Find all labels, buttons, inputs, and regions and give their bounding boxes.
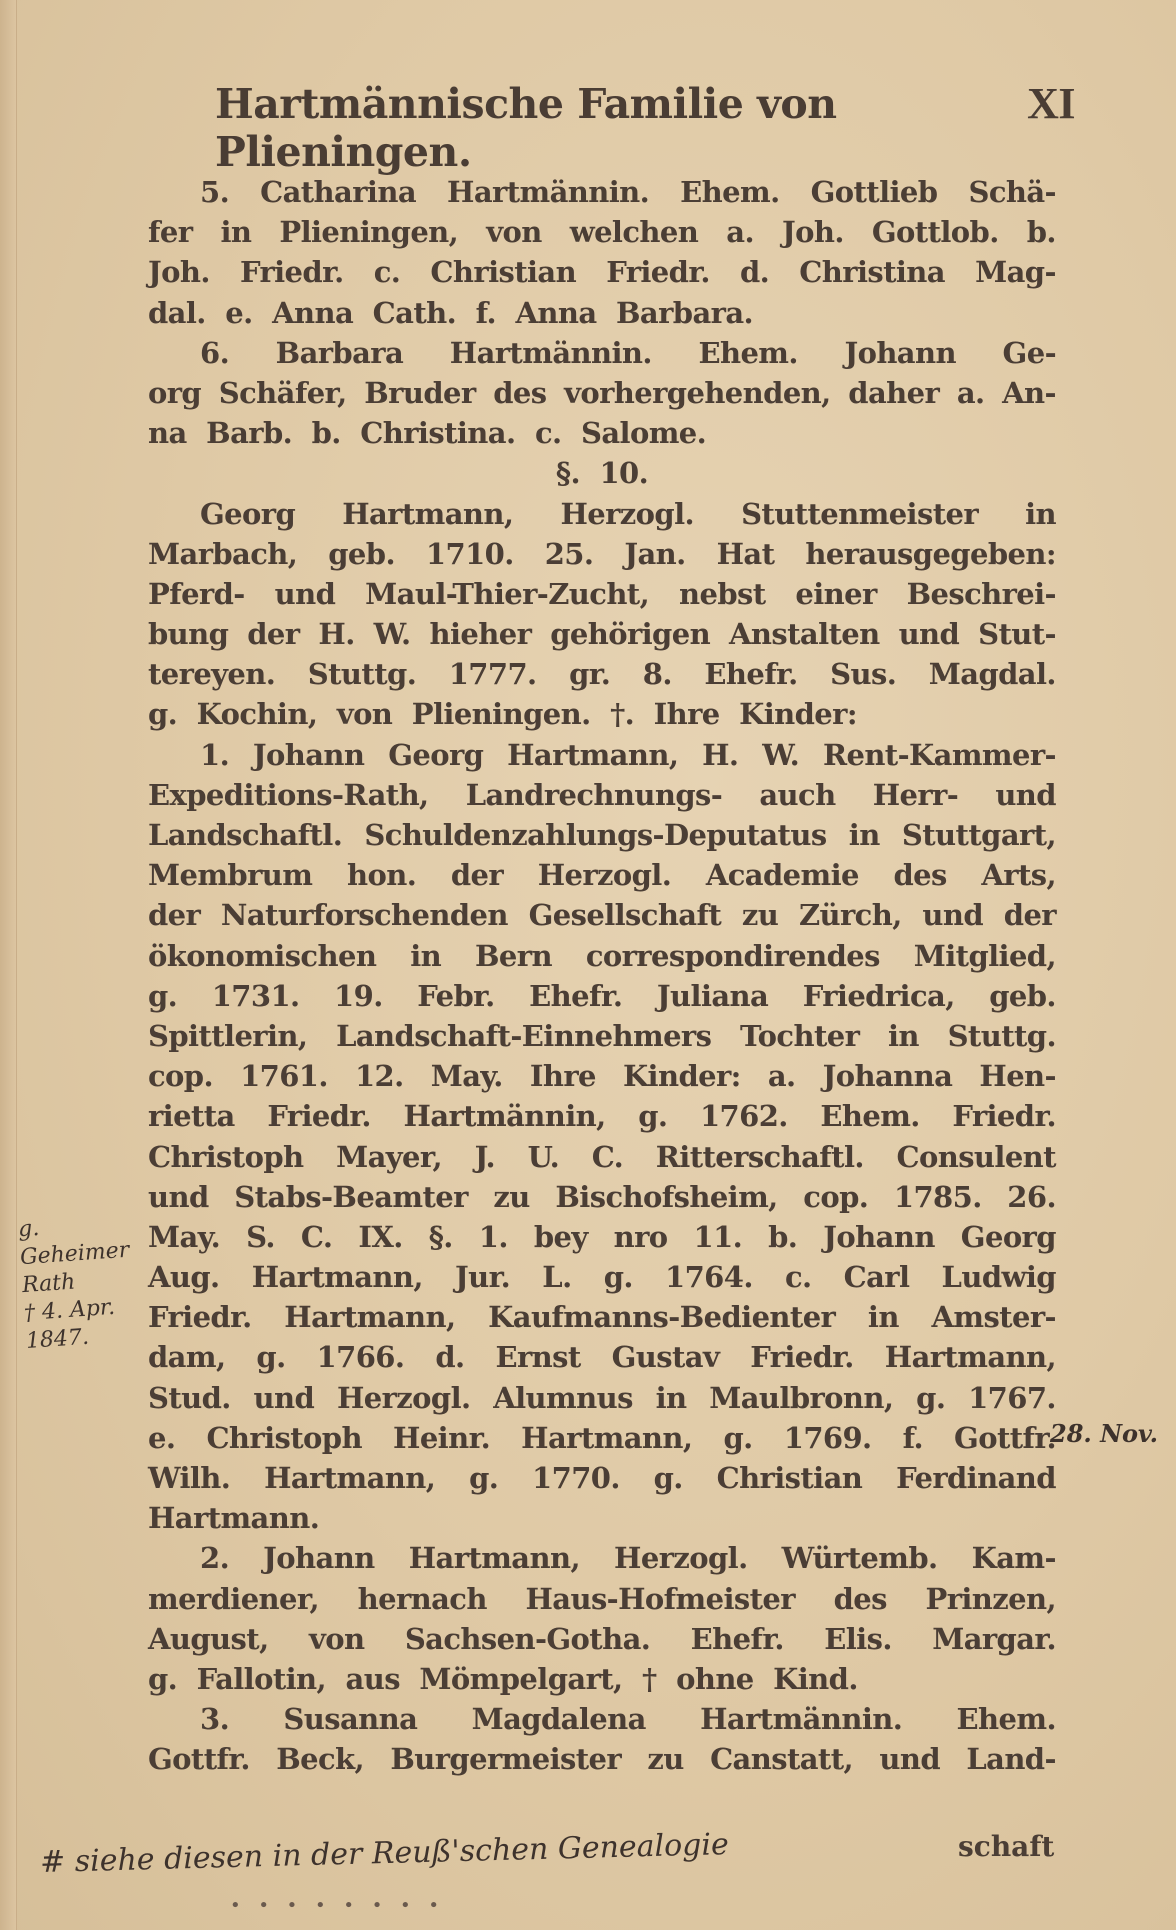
- word: Georg: [388, 737, 484, 772]
- word: Beschrei-: [906, 576, 1056, 611]
- word: Barbara: [275, 335, 404, 370]
- word: und: [898, 617, 960, 652]
- word: Hartmann,: [507, 737, 679, 772]
- text-line: [148, 1418, 1056, 1458]
- word: August,: [148, 1621, 269, 1656]
- word: Alumnus: [493, 1380, 633, 1415]
- word: einer: [795, 576, 877, 611]
- word: rietta: [148, 1099, 235, 1134]
- text-line: [148, 614, 1056, 654]
- text-line: [148, 1458, 1056, 1498]
- word: des: [493, 375, 547, 410]
- word: Margar.: [932, 1621, 1056, 1656]
- word: Johann: [823, 1219, 935, 1254]
- text-line: [148, 1217, 1056, 1257]
- word: Hartmann,: [521, 1420, 693, 1455]
- word: herausgegeben:: [805, 536, 1056, 571]
- text-line: [148, 1337, 1056, 1377]
- word: a.: [767, 1059, 796, 1094]
- word: Ehem.: [698, 335, 798, 370]
- word: 8.: [642, 657, 672, 692]
- word: Christian: [716, 1461, 863, 1495]
- word: Friedr.: [239, 255, 344, 290]
- word: a.: [726, 215, 754, 250]
- word: g.: [638, 1099, 668, 1134]
- word: g.: [148, 978, 178, 1013]
- handwritten-footnote: # siehe diesen in der Reuß'schen Genealogie: [39, 1826, 730, 1881]
- text-line: [148, 1177, 1056, 1217]
- word: b.: [768, 1219, 798, 1254]
- word: welchen: [569, 215, 699, 250]
- word: Hartmännin.: [700, 1702, 903, 1737]
- word: Christian: [430, 255, 577, 290]
- word: 11.: [693, 1219, 743, 1254]
- word: H.: [702, 737, 739, 772]
- word: Stuttgart,: [901, 818, 1056, 852]
- word: Friedr.: [267, 1099, 371, 1134]
- word: Gesellschaft: [528, 898, 722, 933]
- text-line: [148, 1739, 1056, 1779]
- text-line: [148, 1699, 1056, 1739]
- word: Spittlerin,: [148, 1018, 308, 1053]
- word: 1.: [478, 1219, 508, 1254]
- word: Heinr.: [393, 1420, 491, 1455]
- word: Consulent: [896, 1139, 1056, 1174]
- word: hon.: [347, 858, 417, 893]
- word: Expeditions-Rath,: [148, 777, 429, 812]
- word: Landschaftl.: [148, 818, 343, 852]
- word: 1764.: [665, 1260, 753, 1295]
- margin-note-line: 1847.: [25, 1324, 90, 1355]
- word: W.: [762, 737, 800, 772]
- word: f.: [902, 1420, 923, 1455]
- word: g.: [916, 1380, 946, 1415]
- word: An-: [1002, 375, 1056, 410]
- word: Mitglied,: [913, 938, 1056, 973]
- word: 12.: [354, 1059, 404, 1094]
- word: a.: [956, 375, 985, 410]
- text-line: [148, 775, 1056, 815]
- word: Jur.: [455, 1260, 511, 1295]
- word: e.: [148, 1420, 176, 1455]
- word: Herr-: [872, 777, 959, 812]
- word: Zürch,: [798, 898, 902, 933]
- word: Friedr.: [148, 1300, 252, 1335]
- text-line: [148, 936, 1056, 976]
- word: 3.: [200, 1702, 230, 1737]
- word: Haus-Hofmeister: [525, 1581, 795, 1616]
- word: Bern: [475, 938, 552, 973]
- text-line: [148, 1257, 1056, 1297]
- word: in: [867, 1300, 899, 1335]
- handwritten-margin-note-right: 28. Nov.: [1050, 1419, 1158, 1448]
- word: Herzogl.: [560, 496, 694, 531]
- running-header: [215, 78, 1075, 176]
- word: Land-: [966, 1742, 1056, 1777]
- margin-note-line: g.: [17, 1215, 41, 1243]
- word: 26.: [1007, 1179, 1056, 1214]
- word: Stuttg.: [307, 657, 417, 692]
- word: Academie: [705, 858, 859, 893]
- word: Johann: [844, 335, 956, 370]
- word: Febr.: [417, 978, 495, 1013]
- word: g.: [653, 1461, 683, 1495]
- catchword: schaft: [958, 1830, 1055, 1863]
- line-text: Hartmann.: [148, 1501, 320, 1536]
- margin-note-line: Rath: [21, 1269, 77, 1299]
- word: Ihre: [529, 1059, 596, 1094]
- word: Ge-: [1002, 335, 1056, 370]
- word: Kinder:: [622, 1059, 741, 1094]
- word: Schuldenzahlungs-Deputatus: [364, 818, 827, 852]
- page-gutter-edge: [0, 0, 17, 1930]
- word: Gottfr.: [148, 1742, 250, 1777]
- word: Magdal.: [928, 657, 1056, 692]
- word: Mag-: [975, 255, 1056, 290]
- word: Hat: [716, 536, 775, 571]
- line-text: dal. e. Anna Cath. f. Anna Barbara.: [148, 295, 754, 330]
- word: Herzogl.: [336, 1380, 471, 1415]
- word: merdiener,: [148, 1581, 319, 1616]
- word: May.: [148, 1219, 221, 1254]
- word: nro: [613, 1219, 668, 1254]
- word: 1762.: [699, 1099, 788, 1134]
- word: Ehefr.: [690, 1621, 784, 1656]
- word: Sus.: [830, 657, 897, 692]
- word: Membrum: [148, 858, 313, 893]
- word: Catharina: [260, 175, 417, 209]
- text-line: [148, 694, 1056, 734]
- word: Susanna: [283, 1702, 418, 1737]
- word: d.: [739, 255, 770, 290]
- word: Anstalten: [728, 617, 880, 652]
- word: tereyen.: [148, 657, 276, 692]
- word: C.: [591, 1139, 624, 1174]
- text-line: [148, 654, 1056, 694]
- word: Johann: [252, 737, 365, 772]
- word: Jan.: [624, 536, 686, 571]
- word: zu: [493, 1179, 530, 1214]
- word: Kaufmanns-Bedienter: [488, 1300, 836, 1335]
- word: 1.: [200, 737, 230, 772]
- word: Würtemb.: [781, 1541, 938, 1576]
- word: Elis.: [824, 1621, 892, 1656]
- word: Bruder: [364, 375, 476, 410]
- word: Kam-: [971, 1541, 1056, 1576]
- line-text: §. 10.: [555, 456, 649, 491]
- word: 1766.: [316, 1340, 405, 1375]
- word: und: [995, 777, 1056, 812]
- word: Prinzen,: [925, 1581, 1056, 1616]
- word: des: [833, 1581, 887, 1616]
- text-line: [148, 1297, 1056, 1337]
- word: Plieningen,: [279, 215, 459, 250]
- word: Ehem.: [820, 1099, 920, 1134]
- word: Hartmann,: [408, 1541, 580, 1576]
- word: IX.: [358, 1219, 403, 1254]
- word: Carl: [843, 1260, 910, 1295]
- line-text: g. Kochin, von Plieningen. †. Ihre Kinder:: [148, 697, 857, 732]
- word: der: [1003, 898, 1056, 933]
- word: Beck,: [276, 1742, 365, 1777]
- word: in: [848, 818, 880, 852]
- word: Hen-: [979, 1059, 1056, 1094]
- word: Pferd-: [148, 576, 245, 611]
- word: Sachsen-Gotha.: [404, 1621, 651, 1656]
- word: hieher: [429, 617, 532, 652]
- word: 2.: [200, 1541, 230, 1576]
- text-line: [148, 453, 1056, 493]
- word: zu: [647, 1742, 684, 1777]
- word: Friedr.: [606, 255, 710, 290]
- word: Gustav: [611, 1340, 720, 1375]
- word: und: [922, 898, 984, 933]
- word: gr.: [569, 657, 611, 692]
- word: Ritterschaftl.: [655, 1139, 864, 1174]
- word: b.: [1026, 215, 1056, 250]
- word: S.: [246, 1219, 275, 1254]
- word: Hartmann,: [884, 1340, 1056, 1375]
- word: Hartmann,: [284, 1300, 456, 1335]
- word: Landschaft-Einnehmers: [336, 1018, 712, 1053]
- word: Ludwig: [941, 1260, 1056, 1295]
- word: 1710.: [425, 536, 514, 571]
- text-line: [148, 1538, 1056, 1578]
- word: Canstatt,: [710, 1742, 854, 1777]
- word: der: [148, 898, 201, 933]
- word: L.: [542, 1260, 572, 1295]
- word: J.: [474, 1139, 495, 1174]
- word: org: [148, 375, 202, 410]
- text-line: [148, 1378, 1056, 1418]
- word: der: [450, 858, 504, 893]
- word: Hartmännin,: [403, 1099, 606, 1134]
- word: 19.: [334, 978, 383, 1013]
- word: Gottfr.: [954, 1420, 1056, 1455]
- word: Hartmann,: [342, 496, 514, 531]
- word: Arts,: [981, 858, 1056, 893]
- text-line: [148, 333, 1056, 373]
- word: Johanna: [822, 1059, 953, 1094]
- word: nebst: [678, 576, 766, 611]
- text-line: [148, 574, 1056, 614]
- word: g.: [603, 1260, 633, 1295]
- text-line: [148, 373, 1056, 413]
- word: von: [308, 1621, 365, 1656]
- text-line: [148, 1498, 1056, 1538]
- word: §.: [428, 1219, 453, 1254]
- word: der: [247, 617, 300, 652]
- handwritten-margin-note-left: [17, 1208, 146, 1356]
- word: g.: [256, 1340, 286, 1375]
- word: in: [655, 1380, 687, 1415]
- word: Stud.: [148, 1380, 231, 1415]
- word: in: [1025, 496, 1056, 531]
- word: Maulbronn,: [709, 1380, 894, 1415]
- word: zu: [741, 898, 779, 933]
- text-line: [148, 494, 1056, 534]
- word: dam,: [148, 1340, 226, 1375]
- word: 6.: [200, 335, 230, 370]
- word: 1770.: [532, 1461, 620, 1495]
- word: correspondirendes: [585, 938, 880, 973]
- text-line: [148, 895, 1056, 935]
- word: hernach: [357, 1581, 487, 1616]
- word: d.: [435, 1340, 465, 1375]
- text-line: [148, 293, 1056, 333]
- word: c.: [784, 1260, 812, 1295]
- word: Schäfer,: [218, 375, 347, 410]
- word: Ehem.: [680, 175, 780, 209]
- word: Friedrica,: [802, 978, 955, 1013]
- word: und: [879, 1742, 941, 1777]
- word: C.: [300, 1219, 333, 1254]
- margin-note-line: † 4. Apr.: [23, 1294, 116, 1327]
- word: Georg: [200, 496, 296, 531]
- word: daher: [848, 375, 940, 410]
- word: Burgermeister: [390, 1742, 622, 1777]
- word: Ernst: [495, 1340, 581, 1375]
- word: Christoph: [148, 1139, 304, 1174]
- text-line: [148, 1137, 1056, 1177]
- word: Herzogl.: [537, 858, 672, 893]
- word: Naturforschenden: [220, 898, 508, 933]
- page-body-text: [148, 172, 1056, 1780]
- word: und: [274, 576, 336, 611]
- line-text: na Barb. b. Christina. c. Salome.: [148, 416, 707, 451]
- word: und: [148, 1179, 209, 1214]
- word: Ehefr.: [704, 657, 798, 692]
- word: cop.: [803, 1179, 869, 1214]
- word: Juliana: [656, 978, 769, 1013]
- text-line: [148, 1619, 1056, 1659]
- text-line: [148, 735, 1056, 775]
- word: Maul-Thier-Zucht,: [365, 576, 650, 611]
- word: Stuttg.: [947, 1018, 1056, 1053]
- text-line: [148, 534, 1056, 574]
- word: gehörigen: [550, 617, 711, 652]
- page-number: XI: [1027, 79, 1075, 128]
- word: 1769.: [783, 1420, 872, 1455]
- text-line: [148, 413, 1056, 453]
- word: Friedr.: [750, 1340, 854, 1375]
- word: in: [220, 215, 252, 250]
- word: Hartmann,: [251, 1260, 423, 1295]
- word: Marbach,: [148, 536, 298, 571]
- text-line: [148, 172, 1056, 212]
- word: Stuttenmeister: [741, 496, 979, 531]
- word: 25.: [544, 536, 594, 571]
- word: ökonomischen: [148, 938, 377, 973]
- text-line: [148, 815, 1056, 855]
- word: Wilh.: [148, 1461, 231, 1495]
- word: Bischofsheim,: [555, 1179, 778, 1214]
- word: 1761.: [240, 1059, 328, 1094]
- word: vorhergehenden,: [564, 375, 831, 410]
- word: 1767.: [968, 1380, 1056, 1415]
- word: Johann: [263, 1541, 375, 1576]
- word: geb.: [328, 536, 395, 571]
- word: Stabs-Beamter: [234, 1179, 468, 1214]
- word: auch: [759, 777, 836, 812]
- word: Hartmann,: [264, 1461, 436, 1495]
- word: bung: [148, 617, 229, 652]
- word: U.: [527, 1139, 560, 1174]
- word: bey: [533, 1219, 588, 1254]
- word: Friedr.: [952, 1099, 1056, 1134]
- word: Tochter: [740, 1018, 860, 1053]
- word: Ferdinand: [896, 1461, 1056, 1495]
- word: 1731.: [211, 978, 300, 1013]
- word: Amster-: [931, 1300, 1056, 1335]
- text-line: [148, 976, 1056, 1016]
- word: Stut-: [978, 617, 1056, 652]
- text-line: [148, 1659, 1056, 1699]
- word: Christina: [799, 255, 945, 290]
- word: Hartmännin.: [447, 175, 650, 209]
- word: Landrechnungs-: [465, 777, 723, 812]
- word: g.: [469, 1461, 499, 1495]
- word: Joh.: [148, 255, 210, 290]
- word: Gottlieb: [810, 175, 938, 209]
- word: 5.: [200, 175, 230, 209]
- text-line: [148, 252, 1056, 292]
- word: und: [253, 1380, 315, 1415]
- word: cop.: [148, 1059, 213, 1094]
- word: in: [887, 1018, 919, 1053]
- word: Schä-: [968, 175, 1056, 209]
- word: Rent-Kammer-: [822, 737, 1056, 772]
- text-line: [148, 1056, 1056, 1096]
- word: May.: [430, 1059, 503, 1094]
- word: geb.: [989, 978, 1056, 1013]
- word: Georg: [960, 1219, 1056, 1254]
- word: 1777.: [448, 657, 537, 692]
- word: Hartmännin.: [449, 335, 652, 370]
- word: H.: [318, 617, 355, 652]
- word: Gottlob.: [871, 215, 999, 250]
- word: fer: [148, 215, 193, 250]
- word: von: [486, 215, 542, 250]
- text-line: [148, 1579, 1056, 1619]
- text-line: [148, 855, 1056, 895]
- word: g.: [723, 1420, 753, 1455]
- word: Ehem.: [956, 1702, 1056, 1737]
- ink-specks: • • • • • • • •: [230, 1895, 445, 1916]
- running-head-title: Hartmännische Familie von Plieningen.: [215, 80, 837, 176]
- word: des: [893, 858, 947, 893]
- word: in: [410, 938, 442, 973]
- word: W.: [373, 617, 411, 652]
- word: Joh.: [781, 215, 844, 250]
- word: 1785.: [893, 1179, 982, 1214]
- word: Christoph: [206, 1420, 362, 1455]
- word: Herzogl.: [614, 1541, 748, 1576]
- line-text: g. Fallotin, aus Mömpelgart, † ohne Kind.: [148, 1661, 858, 1696]
- word: c.: [373, 255, 401, 290]
- word: Magdalena: [471, 1702, 646, 1737]
- word: Aug.: [148, 1260, 220, 1295]
- margin-note-line: Geheimer: [19, 1237, 130, 1271]
- word: Mayer,: [336, 1139, 442, 1174]
- word: Ehefr.: [529, 978, 623, 1013]
- text-line: [148, 1016, 1056, 1056]
- text-line: [148, 212, 1056, 252]
- text-line: [148, 1096, 1056, 1136]
